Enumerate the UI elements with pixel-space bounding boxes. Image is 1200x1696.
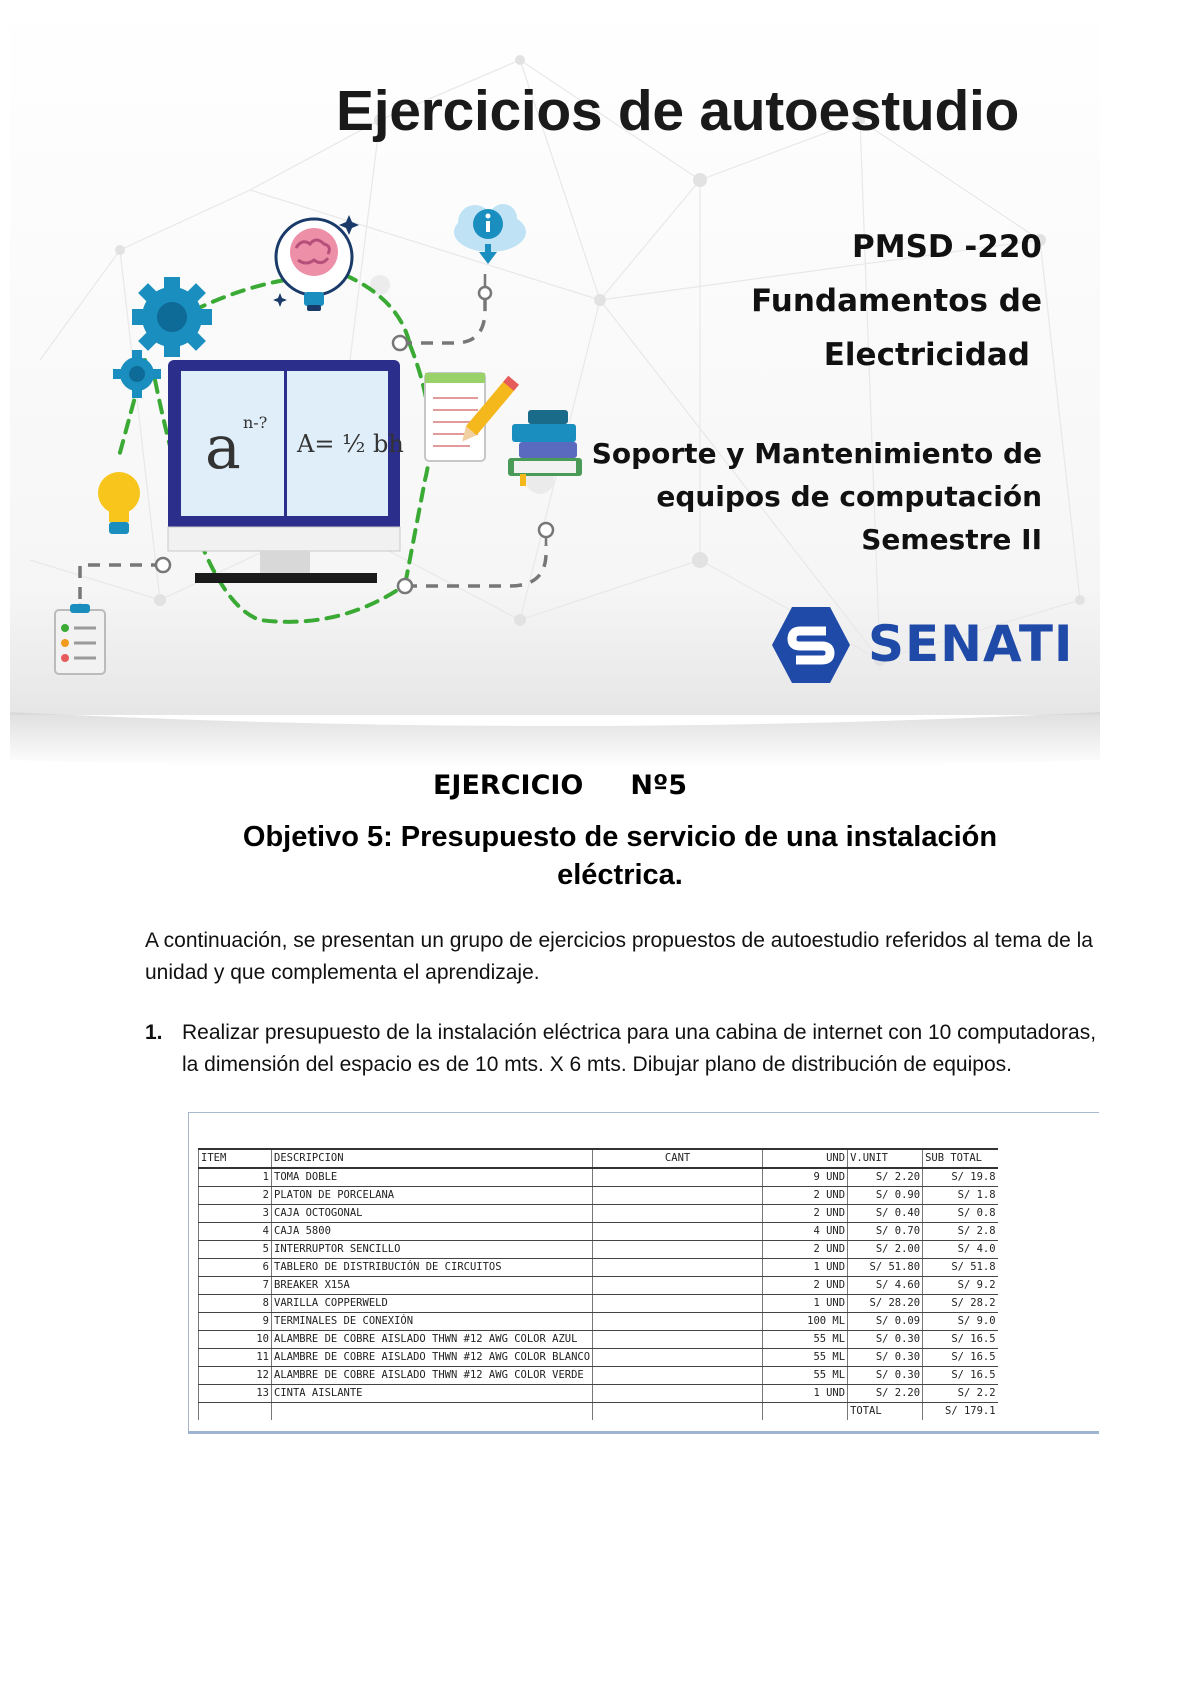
cell-und: 2 UND — [763, 1241, 848, 1259]
cell-item: 12 — [199, 1367, 272, 1385]
cell-und: 1 UND — [763, 1295, 848, 1313]
cell-subtotal: S/ 0.8 — [923, 1205, 998, 1223]
cell-cant — [593, 1241, 763, 1259]
cell-description: ALAMBRE DE COBRE AISLADO THWN #12 AWG COLOR VERDE — [272, 1367, 593, 1385]
cell-item: 5 — [199, 1241, 272, 1259]
cell-subtotal: S/ 51.8 — [923, 1259, 998, 1277]
cell-item: 11 — [199, 1349, 272, 1367]
budget-table — [198, 1148, 998, 1420]
cell-description: BREAKER X15A — [272, 1277, 593, 1295]
cell-und: 55 ML — [763, 1367, 848, 1385]
cell-cant — [593, 1187, 763, 1205]
svg-text:A= ½ bh: A= ½ bh — [297, 430, 404, 458]
header-und: UND — [763, 1149, 848, 1168]
cell-item: 7 — [199, 1277, 272, 1295]
table-row — [199, 1277, 998, 1295]
cell-subtotal: S/ 28.2 — [923, 1295, 998, 1313]
header-vunit: V.UNIT — [848, 1149, 923, 1168]
cell-description: ALAMBRE DE COBRE AISLADO THWN #12 AWG COLOR BLANCO — [272, 1349, 593, 1367]
cell-vunit: S/ 51.80 — [848, 1259, 923, 1277]
cell-vunit: S/ 2.20 — [848, 1385, 923, 1403]
cell-vunit: S/ 0.30 — [848, 1367, 923, 1385]
cell-vunit: S/ 4.60 — [848, 1277, 923, 1295]
course-name-line-2: Electricidad — [823, 337, 1030, 373]
header-subtotal: SUB TOTAL — [923, 1149, 998, 1168]
cell-vunit: S/ 0.30 — [848, 1331, 923, 1349]
cell-vunit: S/ 2.20 — [848, 1168, 923, 1187]
cell-subtotal: S/ 1.8 — [923, 1187, 998, 1205]
table-row — [199, 1367, 998, 1385]
task-text: Realizar presupuesto de la instalación eléctrica para una cabina de internet con 10 computadoras, la dimensión del espacio es de 10 mts. X 6 mts. Dibujar plano de distribución de equipos. — [182, 1021, 1097, 1076]
cell-subtotal: S/ 9.2 — [923, 1277, 998, 1295]
cell-vunit: S/ 0.70 — [848, 1223, 923, 1241]
cell-cant — [593, 1277, 763, 1295]
course-info — [751, 220, 1042, 382]
page-title: Ejercicios de autoestudio — [336, 79, 1020, 143]
cell-cant — [593, 1367, 763, 1385]
cell-und: 1 UND — [763, 1385, 848, 1403]
cell-empty — [272, 1403, 593, 1421]
cell-item: 4 — [199, 1223, 272, 1241]
cell-cant — [593, 1259, 763, 1277]
cell-vunit: S/ 28.20 — [848, 1295, 923, 1313]
program-line-1: Soporte y Mantenimiento de — [591, 437, 1042, 470]
table-row — [199, 1168, 998, 1187]
course-name-line-1: Fundamentos de — [751, 283, 1042, 319]
cell-item: 9 — [199, 1313, 272, 1331]
cell-cant — [593, 1168, 763, 1187]
intro-paragraph: A continuación, se presentan un grupo de ejercicios propuestos de autoestudio referidos al tema de la unidad y que complementa el aprendizaje. — [145, 929, 1093, 984]
cell-description: CAJA 5800 — [272, 1223, 593, 1241]
cell-subtotal: S/ 16.5 — [923, 1367, 998, 1385]
cell-item: 1 — [199, 1168, 272, 1187]
cell-empty — [199, 1403, 272, 1421]
total-label: TOTAL — [848, 1403, 923, 1421]
cell-subtotal: S/ 2.2 — [923, 1385, 998, 1403]
table-header-row — [199, 1149, 998, 1168]
cell-description: PLATON DE PORCELANA — [272, 1187, 593, 1205]
cell-und: 2 UND — [763, 1205, 848, 1223]
cell-item: 10 — [199, 1331, 272, 1349]
cell-und: 55 ML — [763, 1331, 848, 1349]
total-value: S/ 179.1 — [923, 1403, 998, 1421]
cell-und: 9 UND — [763, 1168, 848, 1187]
cell-subtotal: S/ 16.5 — [923, 1349, 998, 1367]
table-row — [199, 1349, 998, 1367]
cell-cant — [593, 1349, 763, 1367]
program-line-2: equipos de computación — [656, 480, 1042, 513]
svg-text:a: a — [205, 413, 241, 483]
cell-subtotal: S/ 4.0 — [923, 1241, 998, 1259]
cell-cant — [593, 1205, 763, 1223]
cell-subtotal: S/ 19.8 — [923, 1168, 998, 1187]
cell-und: 1 UND — [763, 1259, 848, 1277]
header-cant: CANT — [593, 1149, 763, 1168]
course-code: PMSD -220 — [852, 229, 1042, 265]
cell-empty — [593, 1403, 763, 1421]
table-row — [199, 1205, 998, 1223]
cell-description: TERMINALES DE CONEXIÓN — [272, 1313, 593, 1331]
cell-cant — [593, 1295, 763, 1313]
cell-cant — [593, 1331, 763, 1349]
cell-cant — [593, 1223, 763, 1241]
cell-empty — [763, 1403, 848, 1421]
cell-item: 13 — [199, 1385, 272, 1403]
exercise-number: Nº5 — [630, 770, 688, 801]
total-row — [199, 1403, 998, 1421]
task-item — [145, 1017, 1105, 1081]
budget-table-frame — [188, 1112, 1099, 1434]
header-item: ITEM — [199, 1149, 272, 1168]
table-row — [199, 1259, 998, 1277]
program-info — [592, 432, 1042, 561]
cell-subtotal: S/ 9.0 — [923, 1313, 998, 1331]
cell-cant — [593, 1313, 763, 1331]
cell-description: INTERRUPTOR SENCILLO — [272, 1241, 593, 1259]
table-row — [199, 1187, 998, 1205]
cell-vunit: S/ 0.30 — [848, 1349, 923, 1367]
semester: Semestre II — [861, 523, 1042, 556]
table-row — [199, 1331, 998, 1349]
table-row — [199, 1223, 998, 1241]
cell-vunit: S/ 0.90 — [848, 1187, 923, 1205]
cell-item: 3 — [199, 1205, 272, 1223]
exercise-label: EJERCICIO — [432, 770, 584, 801]
header-description: DESCRIPCION — [272, 1149, 593, 1168]
cell-item: 6 — [199, 1259, 272, 1277]
table-row — [199, 1385, 998, 1403]
cell-description: TOMA DOBLE — [272, 1168, 593, 1187]
cell-cant — [593, 1385, 763, 1403]
cell-und: 100 ML — [763, 1313, 848, 1331]
cell-description: CAJA OCTOGONAL — [272, 1205, 593, 1223]
cell-vunit: S/ 0.40 — [848, 1205, 923, 1223]
header-banner — [0, 0, 1200, 770]
gear-icon — [132, 277, 212, 357]
senati-logo-icon — [770, 605, 852, 685]
cell-und: 2 UND — [763, 1187, 848, 1205]
cell-und: 4 UND — [763, 1223, 848, 1241]
table-row — [199, 1241, 998, 1259]
cell-vunit: S/ 2.00 — [848, 1241, 923, 1259]
cell-subtotal: S/ 2.8 — [923, 1223, 998, 1241]
objective-title: Objetivo 5: Presupuesto de servicio de una instalación eléctrica. — [242, 821, 998, 891]
task-number: 1. — [145, 1021, 163, 1044]
clipboard-checklist-icon — [55, 604, 105, 674]
cell-und: 55 ML — [763, 1349, 848, 1367]
svg-text:n-?: n-? — [243, 413, 268, 432]
cell-description: VARILLA COPPERWELD — [272, 1295, 593, 1313]
computer-monitor-icon — [168, 360, 404, 583]
cell-description: TABLERO DE DISTRIBUCIÓN DE CIRCUITOS — [272, 1259, 593, 1277]
cell-und: 2 UND — [763, 1277, 848, 1295]
cell-subtotal: S/ 16.5 — [923, 1331, 998, 1349]
cell-item: 2 — [199, 1187, 272, 1205]
exercise-heading — [0, 770, 1120, 801]
table-row — [199, 1313, 998, 1331]
cell-item: 8 — [199, 1295, 272, 1313]
cell-vunit: S/ 0.09 — [848, 1313, 923, 1331]
table-row — [199, 1295, 998, 1313]
cell-description: CINTA AISLANTE — [272, 1385, 593, 1403]
cell-description: ALAMBRE DE COBRE AISLADO THWN #12 AWG COLOR AZUL — [272, 1331, 593, 1349]
senati-wordmark: SENATI — [868, 615, 1074, 673]
